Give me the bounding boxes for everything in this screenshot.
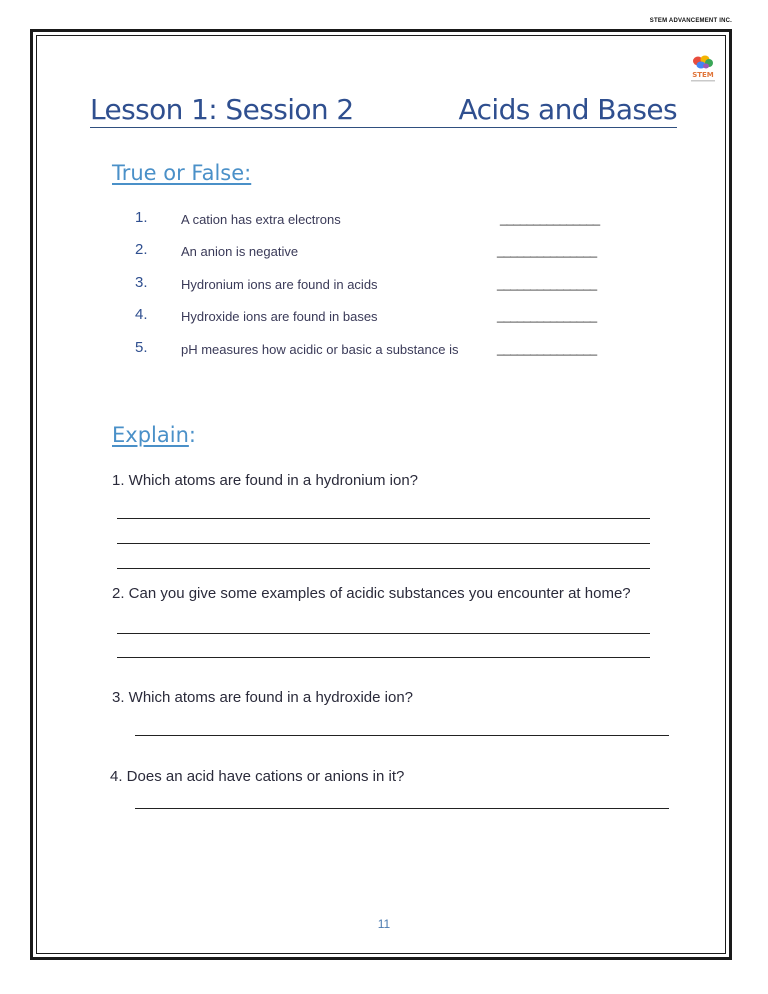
answer-blank[interactable]: _______________ <box>497 276 597 291</box>
answer-line[interactable] <box>117 518 650 519</box>
explain-heading: Explain: <box>112 423 196 447</box>
answer-blank[interactable]: _______________ <box>497 341 597 356</box>
tf-item <box>135 276 635 294</box>
logo-text: STEM <box>692 71 714 79</box>
page-title <box>90 93 677 128</box>
tf-statement: Hydroxide ions are found in bases <box>181 309 378 324</box>
tf-statement: Hydronium ions are found in acids <box>181 277 378 292</box>
answer-line[interactable] <box>117 633 650 634</box>
true-false-heading: True or False: <box>112 161 252 185</box>
tf-number: 1. <box>135 209 148 226</box>
tf-statement: pH measures how acidic or basic a substance is <box>181 342 459 357</box>
tf-item <box>135 211 635 229</box>
lesson-title: Lesson 1: Session 2 <box>90 93 354 126</box>
tf-statement: An anion is negative <box>181 244 299 259</box>
answer-blank[interactable]: _______________ <box>497 308 597 323</box>
tf-number: 5. <box>135 339 148 356</box>
tf-number: 4. <box>135 306 148 323</box>
answer-line[interactable] <box>135 808 669 809</box>
stem-logo <box>686 53 720 85</box>
answer-line[interactable] <box>117 543 650 544</box>
tf-item <box>135 341 635 359</box>
tf-statement: A cation has extra electrons <box>181 212 341 227</box>
topic-title: Acids and Bases <box>458 93 677 126</box>
explain-question-2: 2. Can you give some examples of acidic substances you encounter at home? <box>112 585 631 602</box>
answer-blank[interactable]: _______________ <box>500 211 600 226</box>
explain-question-1: 1. Which atoms are found in a hydronium ion? <box>112 472 418 489</box>
answer-line[interactable] <box>117 568 650 569</box>
answer-line[interactable] <box>135 735 669 736</box>
explain-question-4: 4. Does an acid have cations or anions in it? <box>110 768 405 785</box>
explain-question-3: 3. Which atoms are found in a hydroxide ion? <box>112 689 414 706</box>
tf-number: 2. <box>135 241 148 258</box>
tf-item <box>135 243 635 261</box>
answer-line[interactable] <box>117 657 650 658</box>
brain-logo-icon <box>686 53 720 85</box>
answer-blank[interactable]: _______________ <box>497 243 597 258</box>
page-number: 11 <box>377 917 391 931</box>
tf-item <box>135 308 635 326</box>
company-header: STEM ADVANCEMENT INC. <box>649 18 732 24</box>
tf-number: 3. <box>135 274 148 291</box>
